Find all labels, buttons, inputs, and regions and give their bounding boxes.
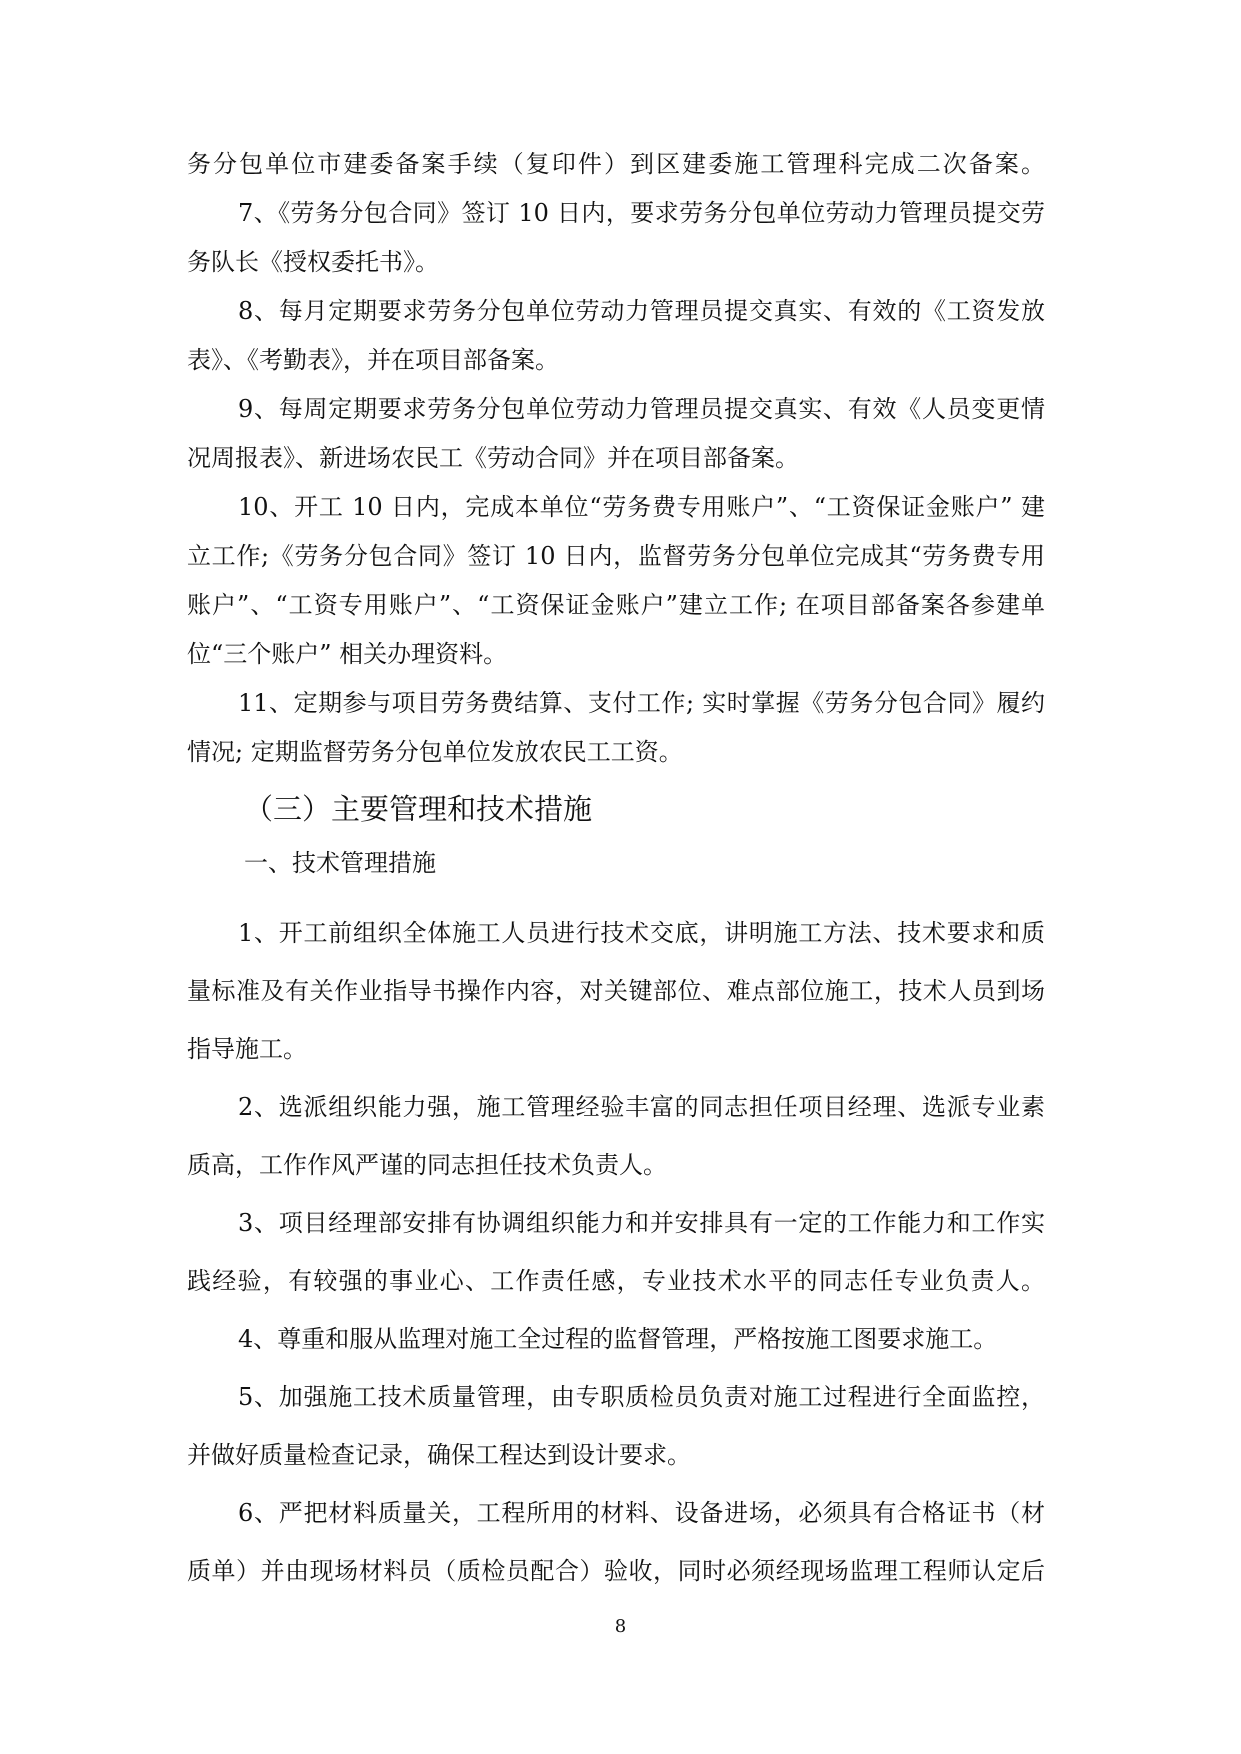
text-line: 指导施工。 (187, 1035, 307, 1063)
text-line: 立工作;《劳务分包合同》签订 10 日内，监督劳务分包单位完成其“劳务费专用 (187, 542, 1045, 570)
text-line: 8、每月定期要求劳务分包单位劳动力管理员提交真实、有效的《工资发放 (238, 297, 1045, 325)
text-line: 质高，工作作风严谨的同志担任技术负责人。 (187, 1151, 667, 1179)
subsection-heading: 一、技术管理措施 (244, 849, 436, 877)
text-line: 况周报表》、新进场农民工《劳动合同》并在项目部备案。 (187, 444, 799, 472)
text-line: 量标准及有关作业指导书操作内容，对关键部位、难点部位施工，技术人员到场 (187, 977, 1045, 1005)
text-line: 5、加强施工技术质量管理，由专职质检员负责对施工过程进行全面监控， (238, 1383, 1045, 1411)
text-line: 情况; 定期监督劳务分包单位发放农民工工资。 (187, 738, 683, 766)
text-line: 11、定期参与项目劳务费结算、支付工作; 实时掌握《劳务分包合同》履约 (238, 689, 1045, 717)
text-line: 2、选派组织能力强，施工管理经验丰富的同志担任项目经理、选派专业素 (238, 1093, 1045, 1121)
text-line: 1、开工前组织全体施工人员进行技术交底，讲明施工方法、技术要求和质 (238, 919, 1045, 947)
text-line: 3、项目经理部安排有协调组织能力和并安排具有一定的工作能力和工作实 (238, 1209, 1045, 1237)
text-line: 账户”、“工资专用账户”、“工资保证金账户”建立工作; 在项目部备案各参建单 (187, 591, 1045, 619)
text-line: 10、开工 10 日内，完成本单位“劳务费专用账户”、“工资保证金账户” 建 (238, 493, 1045, 521)
text-line: 6、严把材料质量关，工程所用的材料、设备进场，必须具有合格证书（材 (238, 1499, 1045, 1527)
text-line: 表》、《考勤表》，并在项目部备案。 (187, 346, 559, 374)
section-heading: （三）主要管理和技术措施 (244, 792, 593, 826)
text-line: 务分包单位市建委备案手续（复印件）到区建委施工管理科完成二次备案。 (187, 150, 1045, 178)
text-line: 9、每周定期要求劳务分包单位劳动力管理员提交真实、有效《人员变更情 (238, 395, 1045, 423)
text-line: 并做好质量检查记录，确保工程达到设计要求。 (187, 1441, 691, 1469)
text-line: 4、尊重和服从监理对施工全过程的监督管理，严格按施工图要求施工。 (238, 1325, 998, 1353)
text-line: 位“三个账户” 相关办理资料。 (187, 640, 508, 668)
page-number: 8 (614, 1616, 627, 1637)
text-line: 践经验，有较强的事业心、工作责任感，专业技术水平的同志任专业负责人。 (187, 1267, 1045, 1295)
text-line: 务队长《授权委托书》。 (187, 248, 439, 276)
text-line: 7、《劳务分包合同》签订 10 日内，要求劳务分包单位劳动力管理员提交劳 (238, 199, 1045, 227)
text-line: 质单）并由现场材料员（质检员配合）验收，同时必须经现场监理工程师认定后 (187, 1557, 1045, 1585)
